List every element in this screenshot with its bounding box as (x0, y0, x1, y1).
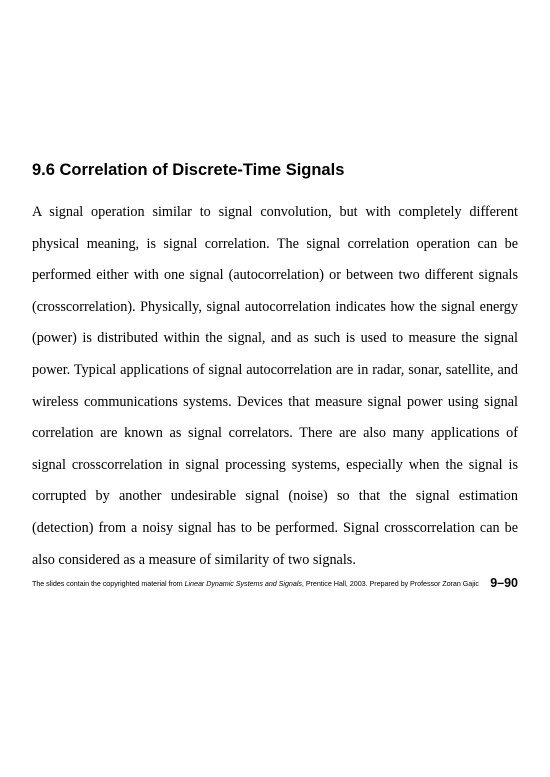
copyright-prefix: The slides contain the copyrighted material from (32, 579, 185, 588)
copyright-notice (32, 579, 479, 589)
slide-footer (32, 573, 518, 591)
copyright-suffix: , Prentice Hall, 2003. Prepared by Professor Zoran Gajic (301, 579, 479, 588)
page-number: 9–90 (490, 576, 518, 590)
body-paragraph: A signal operation similar to signal convolution, but with completely different physical meaning, is signal correlation. The signal correlation operation can be performed either with one signal (autocorrelation) or between two different signals (crosscorrelation). Physically, signal autocorrelation indicates how the signal energy (power) is distributed within the signal, and as such is used to measure the signal power. Typical applications of signal autocorrelation are in radar, sonar, satellite, and wireless communications systems. Devices that measure signal power using signal correlation are known as signal correlators. There are also many applications of signal crosscorrelation in signal processing systems, especially when the signal is corrupted by another undesirable signal (noise) so that the signal estimation (detection) from a noisy signal has to be performed. Signal crosscorrelation can be also considered as a measure of similarity of two signals. (32, 204, 518, 568)
book-title: Linear Dynamic Systems and Signals (184, 579, 302, 588)
slide-title: 9.6 Correlation of Discrete-Time Signals (32, 161, 345, 179)
